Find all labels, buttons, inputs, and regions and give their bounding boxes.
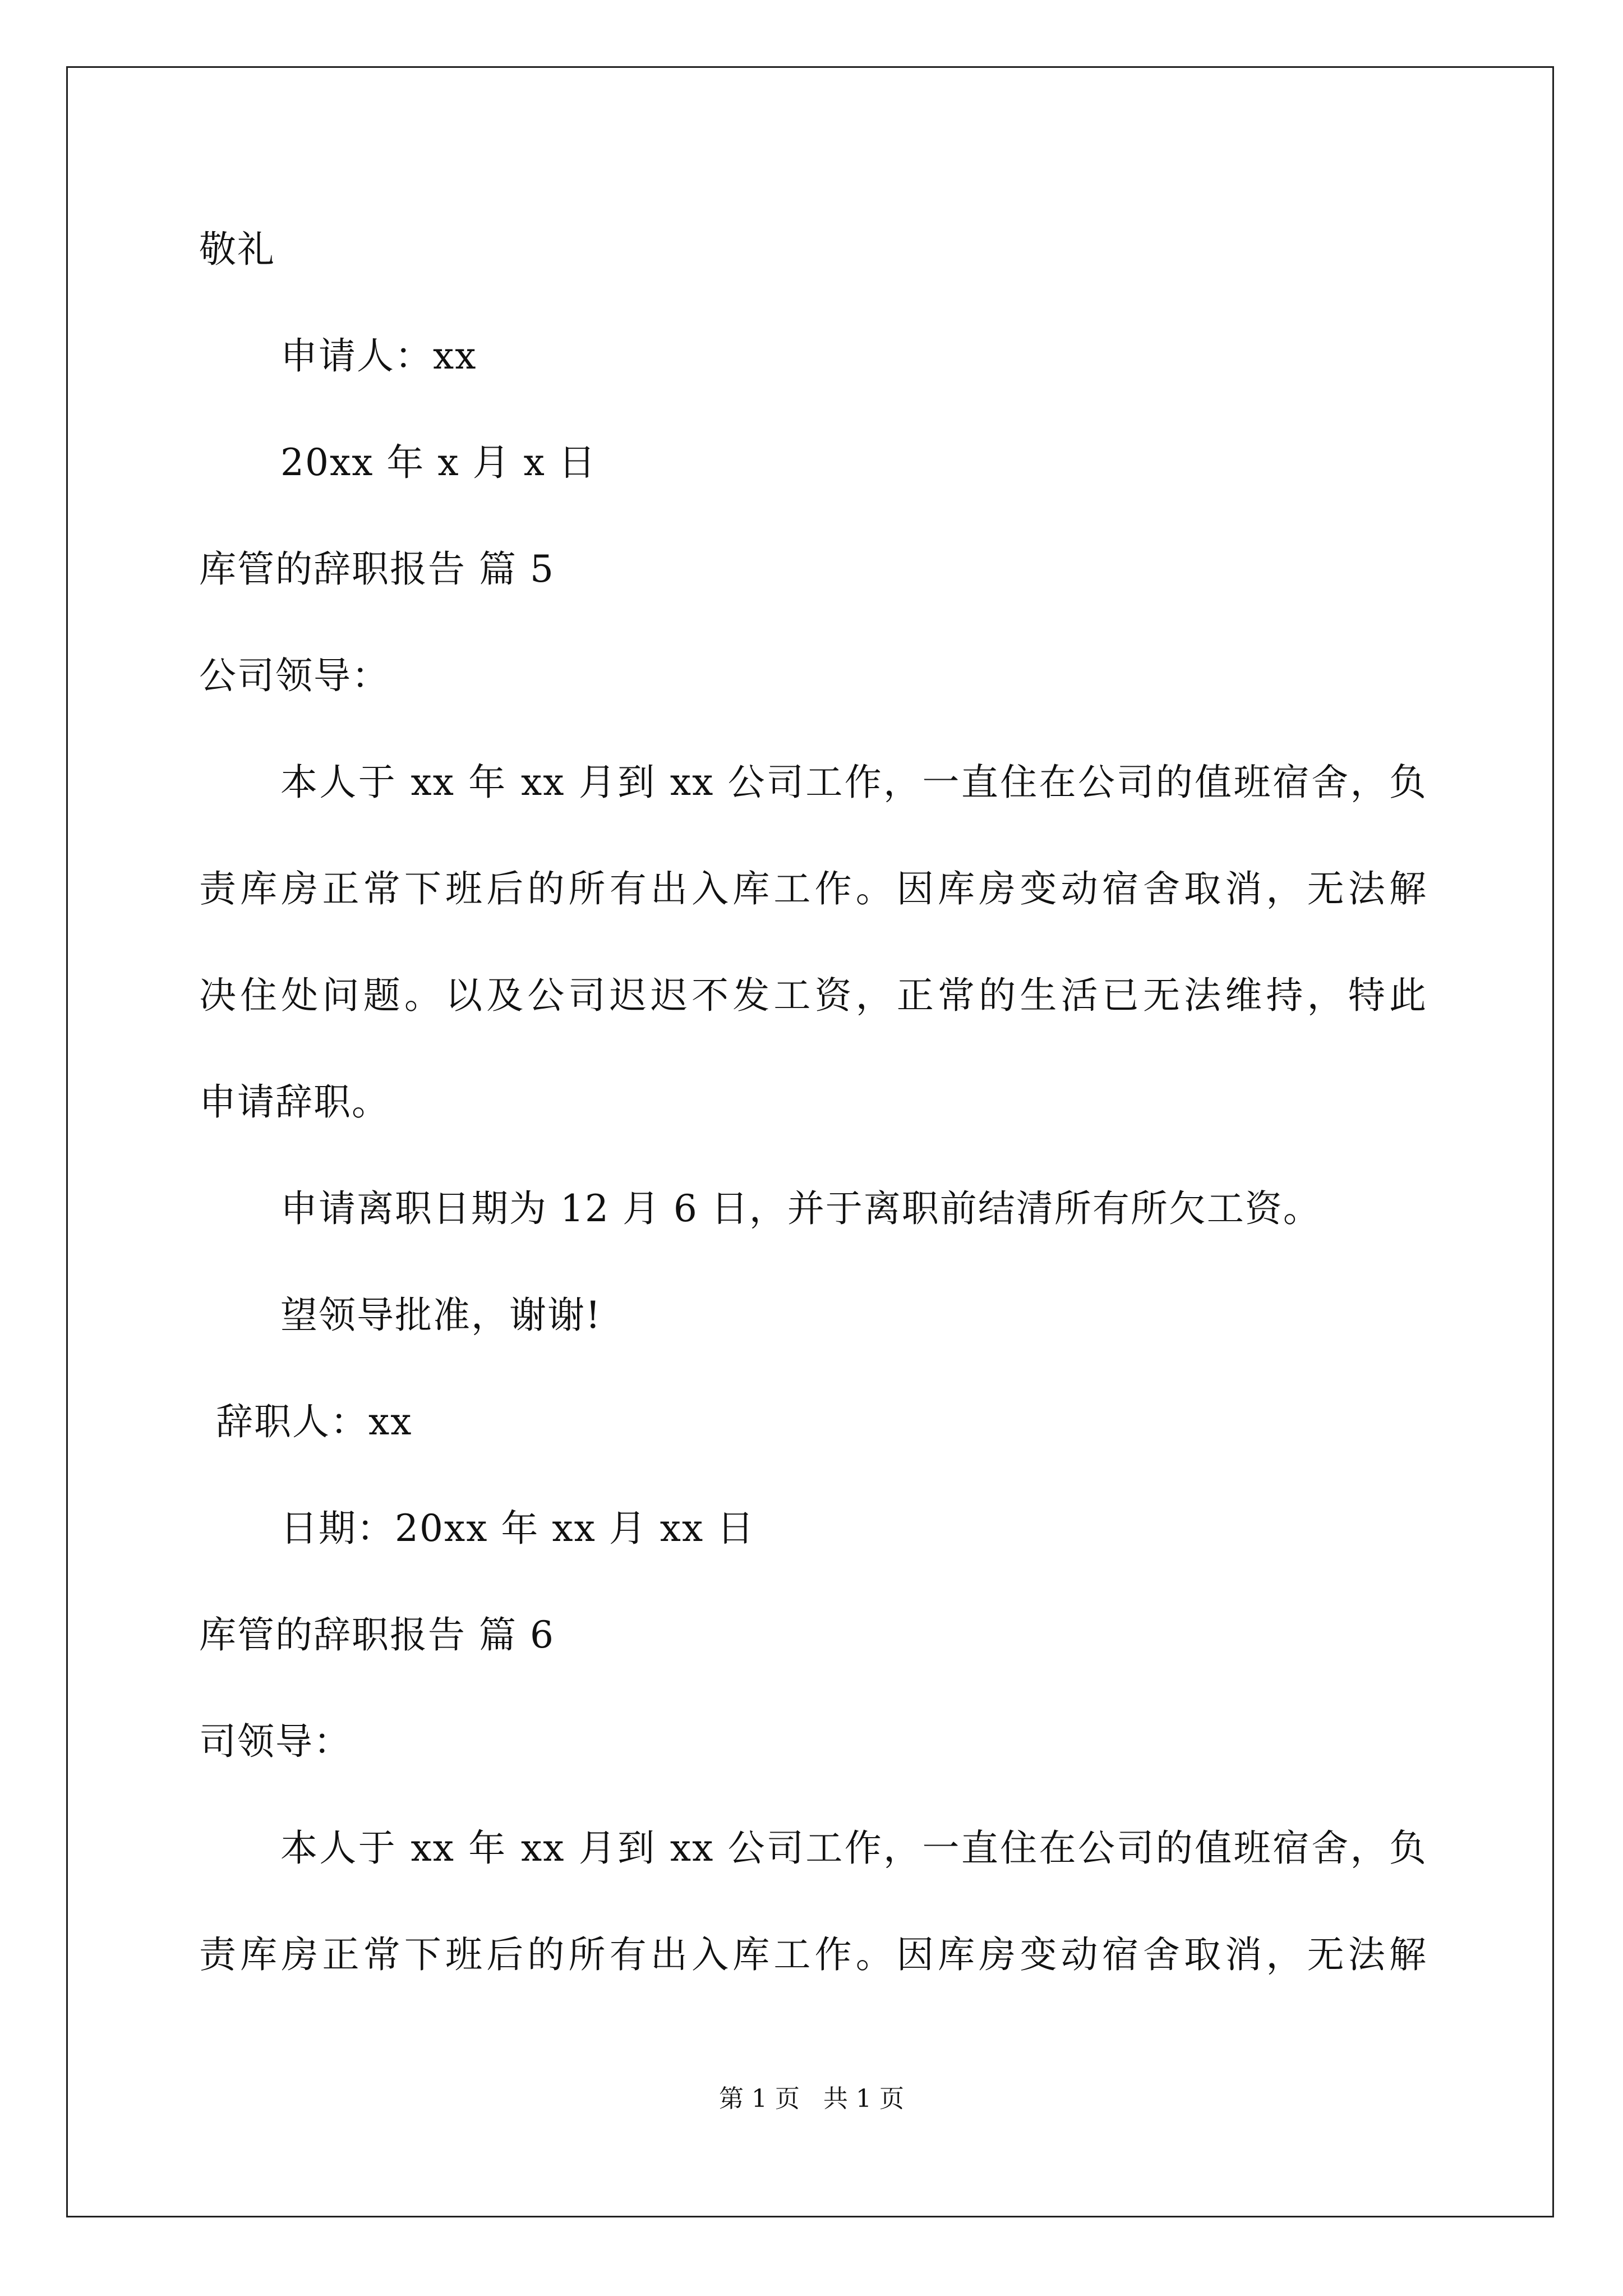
request-approval-line: 望领导批准，谢谢! bbox=[280, 1294, 602, 1337]
body-paragraph-line: 申请辞职。 bbox=[199, 1080, 390, 1124]
resignation-date-line: 申请离职日期为 12 月 6 日，并于离职前结清所有所欠工资。 bbox=[280, 1187, 1321, 1230]
page-footer: 第 1 页 共 1 页 bbox=[719, 2085, 904, 2113]
closing-salutation: 敬礼 bbox=[199, 228, 275, 271]
applicant-line: 申请人：xx bbox=[280, 334, 477, 378]
recipient-line: 司领导： bbox=[199, 1720, 352, 1763]
signature-date-line: 日期：20xx 年 xx 月 xx 日 bbox=[280, 1507, 755, 1550]
body-paragraph-line: 本人于 xx 年 xx 月到 xx 公司工作，一直住在公司的值班宿舍，负 bbox=[280, 761, 1427, 804]
section-heading-5: 库管的辞职报告 篇 5 bbox=[199, 547, 555, 591]
body-paragraph-line: 责库房正常下班后的所有出入库工作。因库房变动宿舍取消，无法解 bbox=[199, 867, 1427, 910]
body-paragraph-line: 决住处问题。以及公司迟迟不发工资，正常的生活已无法维持，特此 bbox=[199, 974, 1427, 1017]
signature-line: 辞职人：xx bbox=[216, 1400, 413, 1443]
date-line: 20xx 年 x 月 x 日 bbox=[280, 441, 597, 484]
body-paragraph-line: 本人于 xx 年 xx 月到 xx 公司工作，一直住在公司的值班宿舍，负 bbox=[280, 1826, 1427, 1870]
recipient-line: 公司领导： bbox=[199, 654, 390, 697]
section-heading-6: 库管的辞职报告 篇 6 bbox=[199, 1613, 555, 1657]
body-paragraph-line: 责库房正常下班后的所有出入库工作。因库房变动宿舍取消，无法解 bbox=[199, 1933, 1427, 1976]
page-border bbox=[66, 66, 1554, 2217]
